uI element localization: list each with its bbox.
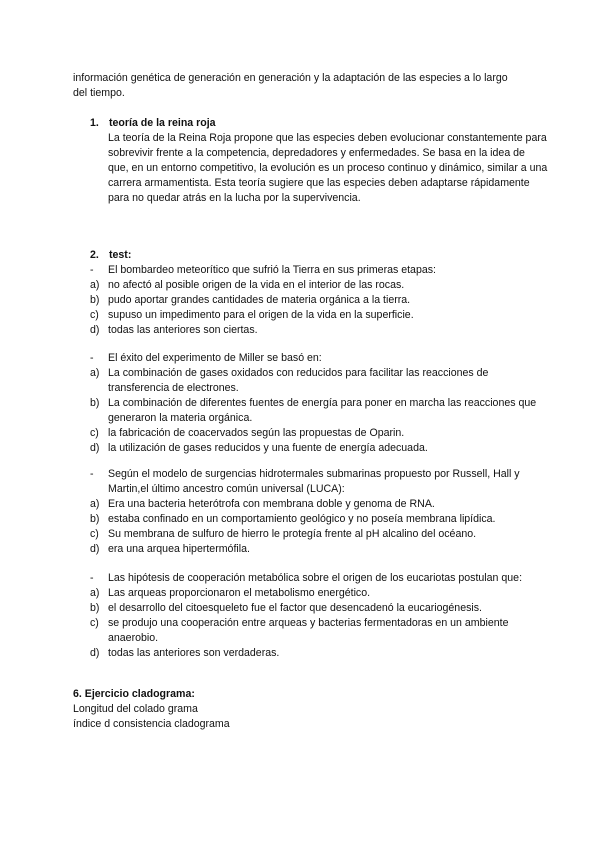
- section-6-heading: 6. Ejercicio cladograma:: [73, 688, 195, 700]
- option: [90, 426, 550, 441]
- option: [90, 601, 550, 616]
- option-text: no afectó al posible origen de la vida en el interior de las rocas.: [108, 279, 405, 291]
- option-text: La combinación de gases oxidados con reducidos para facilitar las reacciones de transferencia de electrones.: [108, 367, 489, 394]
- intro-line: información genética de generación en generación y la adaptación de las especies a lo largo: [73, 72, 508, 84]
- option-text: Las arqueas proporcionaron el metabolismo energético.: [108, 587, 371, 599]
- option: [90, 646, 550, 661]
- option-letter: c): [90, 528, 99, 540]
- option: [90, 293, 550, 308]
- option-letter: a): [90, 587, 100, 599]
- option-letter: b): [90, 397, 100, 409]
- option: [90, 323, 550, 338]
- question-stem: [90, 467, 550, 497]
- section-6-line: Longitud del colado grama: [73, 703, 198, 715]
- stem-text: El éxito del experimento de Miller se basó en:: [108, 352, 322, 364]
- option: [90, 396, 550, 426]
- option-letter: a): [90, 367, 100, 379]
- stem-text: El bombardeo meteorítico que sufrió la Tierra en sus primeras etapas:: [108, 264, 436, 276]
- section-number: 1.: [90, 117, 99, 129]
- option-text: se produjo una cooperación entre arqueas y bacterias fermentadoras en un ambiente anaerobio.: [108, 617, 509, 644]
- option-letter: c): [90, 427, 99, 439]
- section-2-heading: [90, 248, 131, 263]
- question-stem: [90, 263, 550, 278]
- stem-text: Las hipótesis de cooperación metabólica sobre el origen de los eucariotas postulan que:: [108, 572, 523, 584]
- option-text: La combinación de diferentes fuentes de energía para poner en marcha las reacciones que generaron la materia orgánica.: [108, 397, 537, 424]
- option-text: era una arquea hipertermófila.: [108, 543, 250, 555]
- bullet-marker: -: [90, 264, 94, 276]
- option-text: la utilización de gases reducidos y una fuente de energía adecuada.: [108, 442, 428, 454]
- section-6-body: [73, 702, 230, 732]
- bullet-marker: -: [90, 352, 94, 364]
- section-title: test:: [109, 249, 132, 261]
- question-3: [90, 467, 550, 557]
- question-2: [90, 351, 550, 456]
- option-letter: d): [90, 324, 100, 336]
- bullet-marker: -: [90, 572, 94, 584]
- option-text: Era una bacteria heterótrofa con membrana doble y genoma de RNA.: [108, 498, 435, 510]
- option: [90, 542, 550, 557]
- option: [90, 527, 550, 542]
- option: [90, 586, 550, 601]
- section-1-body: La teoría de la Reina Roja propone que las especies deben evolucionar constantemente para sobrevivir frente a la competencia, depredadores y enfermedades. Se basa en la idea de que, en un entorno competitivo, la evolución es un proceso continuo y dinámico, similar a una carrera armamentista. Esta teoría sugiere que las especies deben adaptarse rápidamente para no quedar atrás en la lucha por la supervivencia.: [108, 132, 548, 204]
- intro-paragraph: [73, 71, 543, 101]
- option: [90, 497, 550, 512]
- option-text: Su membrana de sulfuro de hierro le protegía frente al pH alcalino del océano.: [108, 528, 477, 540]
- option-letter: c): [90, 617, 99, 629]
- section-6-line: índice d consistencia cladograma: [73, 718, 230, 730]
- option: [90, 278, 550, 293]
- option: [90, 441, 550, 456]
- option: [90, 308, 550, 323]
- option: [90, 616, 550, 646]
- option: [90, 366, 550, 396]
- option-letter: c): [90, 309, 99, 321]
- option-text: todas las anteriores son verdaderas.: [108, 647, 280, 659]
- question-stem: [90, 351, 550, 366]
- option-letter: b): [90, 513, 100, 525]
- option-text: pudo aportar grandes cantidades de materia orgánica a la tierra.: [108, 294, 411, 306]
- option-letter: d): [90, 647, 100, 659]
- option-text: todas las anteriores son ciertas.: [108, 324, 258, 336]
- question-stem: [90, 571, 550, 586]
- option-letter: d): [90, 442, 100, 454]
- option-letter: b): [90, 602, 100, 614]
- option-text: la fabricación de coacervados según las propuestas de Oparin.: [108, 427, 405, 439]
- stem-text: Según el modelo de surgencias hidrotermales submarinas propuesto por Russell, Hall y Martin,el último ancestro común universal (LUCA):: [108, 468, 520, 495]
- option-letter: d): [90, 543, 100, 555]
- intro-line: del tiempo.: [73, 87, 125, 99]
- question-4: [90, 571, 550, 661]
- bullet-marker: -: [90, 468, 94, 480]
- option-letter: a): [90, 279, 100, 291]
- section-number: 2.: [90, 249, 99, 261]
- question-1: [90, 263, 550, 338]
- option-letter: b): [90, 294, 100, 306]
- section-title: teoría de la reina roja: [109, 117, 216, 129]
- option-letter: a): [90, 498, 100, 510]
- option-text: estaba confinado en un comportamiento geológico y no poseía membrana lipídica.: [108, 513, 496, 525]
- option: [90, 512, 550, 527]
- section-1-heading: [90, 116, 216, 131]
- option-text: supuso un impedimento para el origen de la vida en la superficie.: [108, 309, 414, 321]
- option-text: el desarrollo del citoesqueleto fue el factor que desencadenó la eucariogénesis.: [108, 602, 482, 614]
